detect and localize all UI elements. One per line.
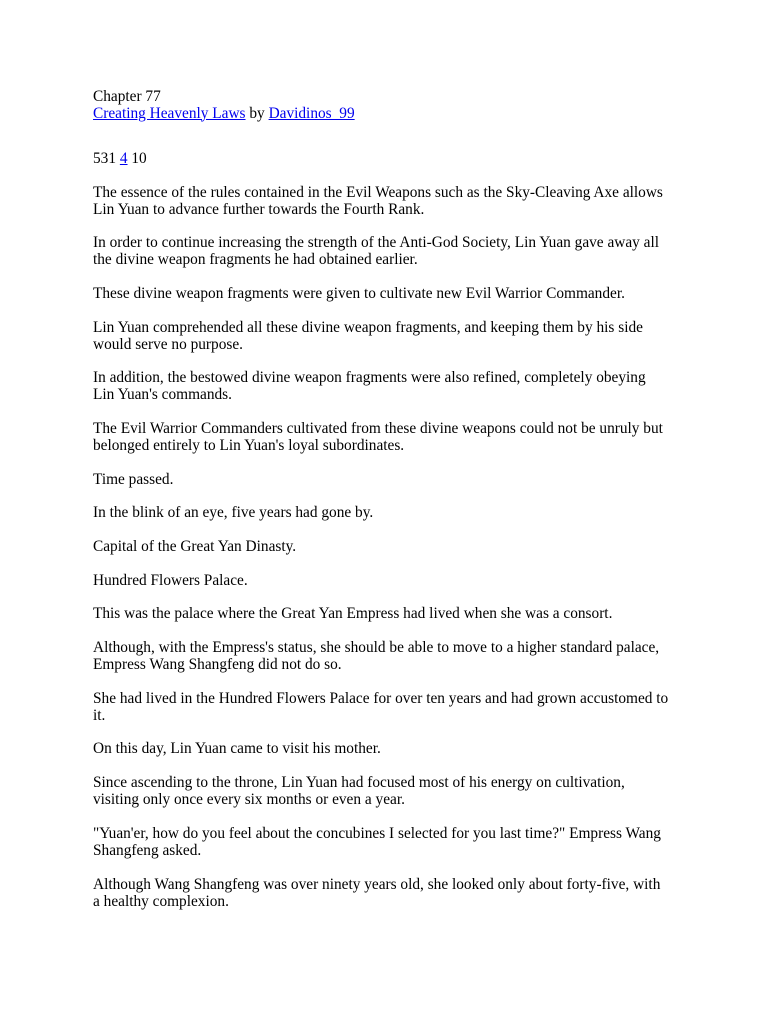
text-line: Although, with the Empress's status, she should be able to move to a higher standard palace,: [93, 639, 660, 657]
text-line: belonged entirely to Lin Yuan's loyal subordinates.: [93, 436, 405, 454]
paragraph: [93, 471, 733, 488]
text-line: On this day, Lin Yuan came to visit his mother.: [93, 740, 381, 758]
stats-count: 10: [131, 149, 147, 167]
text-line: These divine weapon fragments were given to cultivate new Evil Warrior Commander.: [93, 284, 625, 302]
stats-count: 531: [93, 149, 117, 167]
text-line: Capital of the Great Yan Dinasty.: [93, 538, 297, 555]
text-line: Lin Yuan's commands.: [93, 386, 232, 404]
chapter-title: Chapter 77: [93, 87, 161, 105]
text-line: Shangfeng asked.: [93, 841, 202, 859]
text-line: In addition, the bestowed divine weapon fragments were also refined, completely obeying: [93, 369, 646, 387]
text-line: She had lived in the Hundred Flowers Palace for over ten years and had grown accustomed to: [93, 689, 669, 707]
text-line: the divine weapon fragments he had obtained earlier.: [93, 251, 418, 269]
paragraph: [93, 285, 733, 302]
work-title-link[interactable]: Creating Heavenly Laws: [93, 104, 246, 122]
paragraph: [93, 184, 733, 218]
paragraph: [93, 740, 733, 757]
text-line: it.: [93, 706, 106, 724]
text-line: In order to continue increasing the strength of the Anti-God Society, Lin Yuan gave away all: [93, 234, 659, 252]
stats-line: [93, 150, 733, 167]
text-line: In the blink of an eye, five years had gone by.: [93, 504, 374, 522]
stats-link[interactable]: 4: [119, 149, 128, 167]
text-line: Time passed.: [93, 470, 174, 488]
paragraph: [93, 234, 733, 268]
paragraph: [93, 605, 733, 622]
text-line: Although Wang Shangfeng was over ninety years old, she looked only about forty-five, with: [93, 875, 661, 893]
text-line: The Evil Warrior Commanders cultivated from these divine weapons could not be unruly but: [93, 419, 663, 437]
text-line: visiting only once every six months or even a year.: [93, 791, 405, 809]
by-text: by: [249, 104, 265, 122]
text-line: a healthy complexion.: [93, 892, 229, 910]
text-line: "Yuan'er, how do you feel about the concubines I selected for you last time?" Empress Wang: [93, 824, 661, 842]
text-line: Since ascending to the throne, Lin Yuan had focused most of his energy on cultivation,: [93, 774, 625, 792]
chapter-header: [93, 88, 733, 122]
paragraph: [93, 319, 733, 353]
text-line: would serve no purpose.: [93, 335, 243, 353]
text-line: Lin Yuan to advance further towards the Fourth Rank.: [93, 200, 425, 218]
paragraph: [93, 639, 733, 673]
text-line: Empress Wang Shangfeng did not do so.: [93, 656, 342, 674]
paragraph: [93, 504, 733, 521]
paragraph: [93, 825, 733, 859]
paragraph: [93, 369, 733, 403]
author-link[interactable]: Davidinos_99: [268, 104, 355, 122]
text-line: Lin Yuan comprehended all these divine weapon fragments, and keeping them by his side: [93, 318, 643, 336]
text-line: Hundred Flowers Palace.: [93, 571, 248, 589]
text-line: The essence of the rules contained in the Evil Weapons such as the Sky-Cleaving Axe allows: [93, 183, 663, 201]
text-line: This was the palace where the Great Yan Empress had lived when she was a consort.: [93, 605, 613, 623]
paragraph: [93, 572, 733, 589]
paragraph: [93, 774, 733, 808]
paragraph: [93, 876, 733, 910]
document-body: [93, 88, 733, 927]
chapter-stats: [93, 150, 733, 167]
paragraph: [93, 538, 733, 555]
paragraph: [93, 690, 733, 724]
byline: [93, 105, 733, 122]
paragraph: [93, 420, 733, 454]
